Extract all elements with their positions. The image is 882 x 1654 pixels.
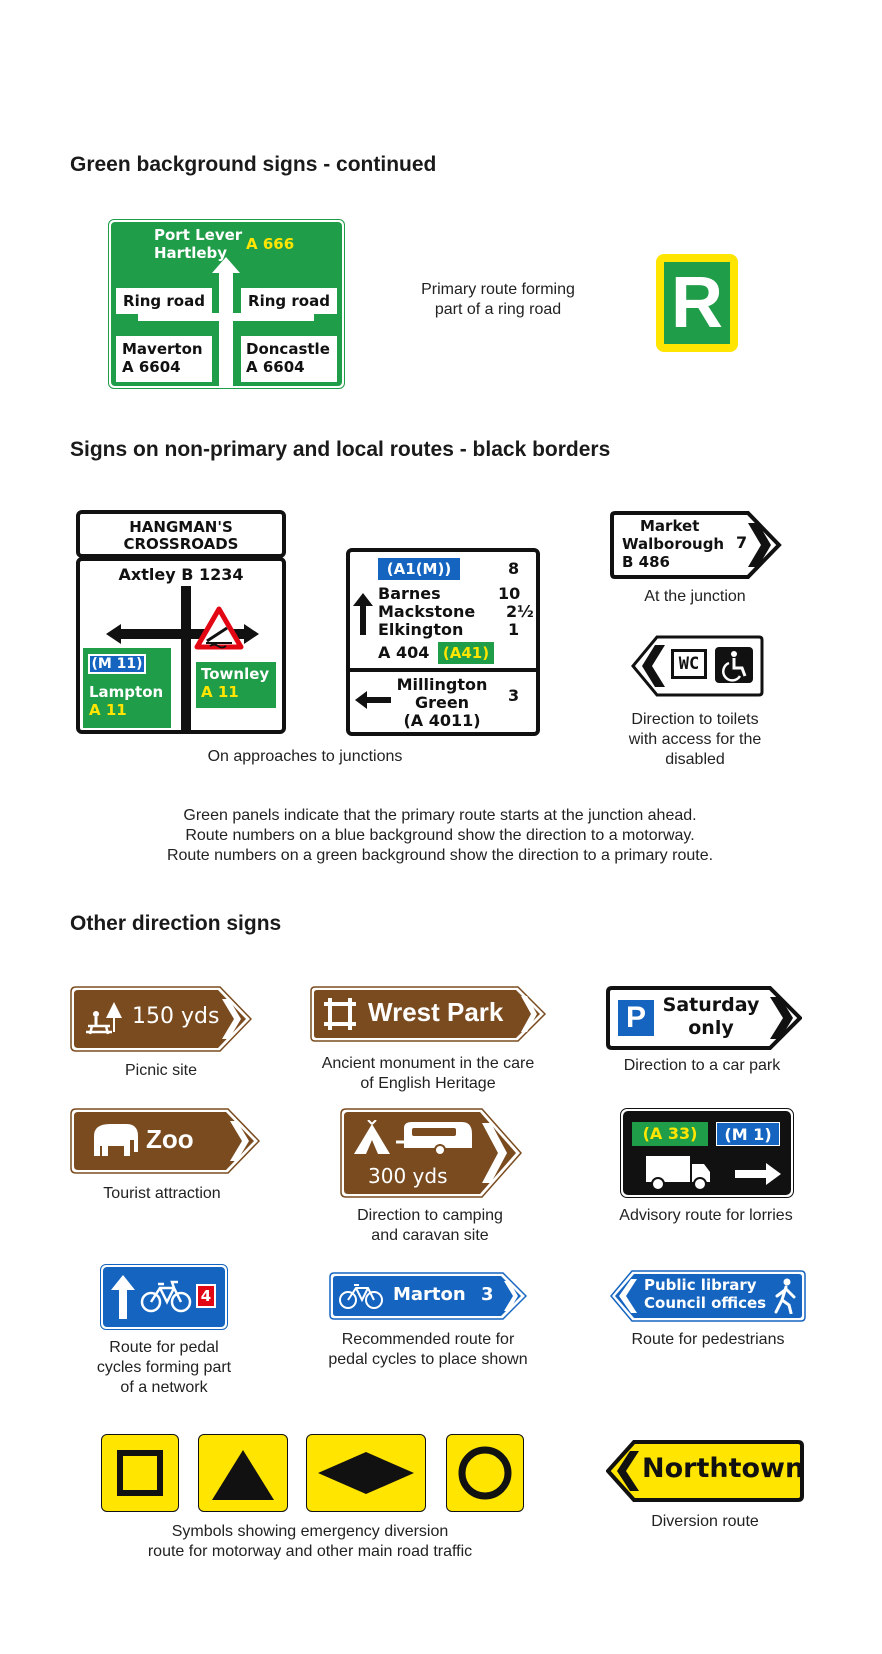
dest-walborough: Walborough bbox=[622, 535, 725, 553]
triangle-symbol-icon bbox=[210, 1448, 276, 1502]
picnic-icon bbox=[84, 1000, 124, 1036]
ring-road-r-sign bbox=[656, 254, 738, 352]
lorry-icon bbox=[644, 1154, 712, 1192]
caption-marton: Recommended route for pedal cycles to place shown bbox=[328, 1331, 528, 1368]
car-park-sign bbox=[606, 986, 802, 1050]
route-a4011: (A 4011) bbox=[403, 711, 481, 730]
toilets-sign bbox=[631, 635, 765, 697]
bicycle-icon bbox=[339, 1282, 383, 1310]
ring-road-left: Ring road bbox=[116, 288, 212, 314]
picnic-distance: 150 yds bbox=[132, 1004, 220, 1029]
dest-doncastle: Doncastle bbox=[246, 340, 330, 358]
pedestrian-icon bbox=[772, 1278, 798, 1314]
panel-lampton bbox=[83, 648, 171, 728]
motorway-a1m: (A1(M)) bbox=[378, 558, 460, 580]
diamond-symbol-icon bbox=[316, 1450, 416, 1496]
dist-barnes: 10 bbox=[498, 584, 521, 603]
northtown-diversion-sign bbox=[606, 1440, 804, 1502]
elephant-icon bbox=[90, 1122, 142, 1160]
dest-market: Market bbox=[640, 517, 700, 535]
ring-bar bbox=[138, 313, 314, 321]
route-a666: A 666 bbox=[246, 235, 295, 253]
caption-at-junction: At the junction bbox=[644, 588, 746, 605]
camping-distance: 300 yds bbox=[368, 1164, 448, 1188]
dest-green: Green bbox=[414, 693, 470, 712]
dest-millington: Millington bbox=[396, 675, 488, 694]
panel-townley bbox=[196, 662, 276, 708]
section-heading-other: Other direction signs bbox=[70, 912, 282, 935]
arrow-right-icon bbox=[734, 1162, 782, 1186]
hangmans-crossroads-sign bbox=[76, 510, 286, 734]
wrest-park-sign bbox=[310, 986, 546, 1042]
picnic-site-sign bbox=[70, 986, 252, 1052]
ring-road-sign bbox=[108, 219, 345, 389]
route-b486: B 486 bbox=[622, 553, 670, 571]
caption-lorry: Advisory route for lorries bbox=[619, 1207, 793, 1224]
caption-northtown: Diversion route bbox=[651, 1513, 759, 1530]
caption-zoo: Tourist attraction bbox=[103, 1185, 221, 1202]
caption-car-park: Direction to a car park bbox=[623, 1057, 781, 1074]
chevron-right-icon bbox=[220, 998, 242, 1040]
emergency-circle-sign bbox=[446, 1434, 524, 1512]
parking-saturday: Saturday bbox=[662, 994, 760, 1016]
marton-label: Marton bbox=[393, 1284, 466, 1305]
route-stem bbox=[219, 269, 233, 386]
ring-road-right: Ring road bbox=[241, 288, 337, 314]
cycle-network-number: 4 bbox=[196, 1284, 216, 1308]
square-symbol-icon bbox=[117, 1450, 163, 1496]
dist-market: 7 bbox=[736, 533, 748, 552]
lorry-route-a33: (A 33) bbox=[632, 1122, 708, 1146]
route-right-a6604: A 6604 bbox=[246, 358, 305, 376]
dest-maverton: Maverton bbox=[122, 340, 203, 358]
emergency-square-sign bbox=[101, 1434, 179, 1512]
stack-divider bbox=[346, 668, 540, 672]
pedestrian-library: Public library bbox=[644, 1276, 757, 1294]
pedestrian-text bbox=[644, 1276, 766, 1312]
route-townley-a11: A 11 bbox=[201, 683, 239, 701]
route-a404: A 404 bbox=[378, 643, 430, 662]
dest-port-lever: Port Lever bbox=[154, 226, 243, 244]
cycle-network-sign bbox=[100, 1264, 228, 1330]
emergency-diamond-sign bbox=[306, 1434, 426, 1512]
wheelchair-icon bbox=[715, 647, 753, 683]
dest-axtley: Axtley B 1234 bbox=[118, 565, 244, 584]
caption-emergency: Symbols showing emergency diversion route for motorway and other main road traffic bbox=[147, 1523, 473, 1560]
castle-icon bbox=[322, 996, 358, 1032]
camping-caravan-sign bbox=[340, 1108, 522, 1198]
arrow-up-icon bbox=[110, 1274, 136, 1320]
caption-approaches: On approaches to junctions bbox=[207, 748, 403, 765]
caption-wrest: Ancient monument in the care of English Heritage bbox=[321, 1055, 535, 1092]
chevron-right-icon bbox=[228, 1120, 250, 1162]
chevron-right-icon bbox=[746, 522, 772, 568]
pedestrian-council: Council offices bbox=[644, 1294, 767, 1312]
section-heading-green-continued: Green background signs - continued bbox=[70, 153, 437, 176]
dist-mackstone: 2½ bbox=[506, 602, 534, 621]
dest-elkington: Elkington bbox=[378, 620, 464, 639]
chevron-left-icon bbox=[616, 1450, 640, 1492]
parking-only: only bbox=[688, 1017, 734, 1039]
northtown-label: Northtown bbox=[642, 1453, 805, 1484]
wrest-park-label: Wrest Park bbox=[368, 997, 504, 1027]
marton-cycle-sign bbox=[329, 1272, 527, 1320]
parking-p-icon: P bbox=[618, 1000, 654, 1036]
market-walborough-sign bbox=[610, 511, 782, 579]
chevron-left-icon bbox=[618, 1278, 638, 1314]
caravan-icon bbox=[396, 1120, 474, 1156]
zoo-label: Zoo bbox=[146, 1124, 194, 1154]
lorry-route-sign bbox=[620, 1108, 794, 1198]
warning-triangle-icon bbox=[194, 606, 244, 650]
wc-label: WC bbox=[671, 649, 707, 679]
panel-doncastle bbox=[241, 336, 337, 382]
zoo-sign bbox=[70, 1108, 260, 1174]
note-green-panels: Green panels indicate that the primary route starts at the junction ahead. Route numbers on a blue background show the direction to a motorway. Route numbers on a green background show the direction to a primary route. bbox=[166, 807, 714, 864]
chevron-right-icon bbox=[480, 1122, 508, 1184]
dist-a1m: 8 bbox=[508, 559, 520, 578]
section-heading-non-primary: Signs on non-primary and local routes - black borders bbox=[70, 438, 611, 461]
dest-mackstone: Mackstone bbox=[378, 602, 476, 621]
caption-ring-road: Primary route forming part of a ring road bbox=[421, 281, 575, 318]
panel-maverton bbox=[116, 336, 212, 382]
pedestrian-route-sign bbox=[610, 1270, 806, 1322]
dest-hartleby: Hartleby bbox=[154, 244, 228, 262]
dest-barnes: Barnes bbox=[378, 584, 441, 603]
title-crossroads: CROSSROADS bbox=[123, 535, 239, 553]
lorry-route-m1: (M 1) bbox=[716, 1122, 780, 1146]
emergency-triangle-sign bbox=[198, 1434, 288, 1512]
dist-elkington: 1 bbox=[508, 620, 520, 639]
route-stem-vertical bbox=[181, 586, 191, 732]
market-lines bbox=[622, 517, 724, 571]
chevron-right-icon bbox=[520, 995, 538, 1033]
stack-direction-sign bbox=[346, 548, 540, 736]
motorway-m11: (M 11) bbox=[88, 654, 146, 674]
route-left-a6604: A 6604 bbox=[122, 358, 181, 376]
arrow-right-icon bbox=[244, 624, 259, 644]
title-hangmans: HANGMAN'S bbox=[129, 518, 233, 536]
circle-symbol-icon bbox=[456, 1444, 514, 1502]
parking-text bbox=[658, 994, 764, 1040]
caption-picnic: Picnic site bbox=[124, 1062, 198, 1079]
caption-cycle-network: Route for pedal cycles forming part of a network bbox=[96, 1339, 232, 1396]
arrow-left-icon bbox=[354, 690, 392, 710]
bicycle-icon bbox=[140, 1280, 192, 1314]
left-dest-block bbox=[388, 676, 496, 730]
caption-toilets: Direction to toilets with access for the disabled bbox=[628, 711, 762, 768]
caption-pedestrian: Route for pedestrians bbox=[631, 1331, 785, 1348]
marton-distance: 3 bbox=[481, 1284, 494, 1305]
arrow-left-icon bbox=[106, 624, 121, 644]
tent-icon bbox=[352, 1120, 392, 1156]
route-a41: (A41) bbox=[438, 642, 494, 664]
arrow-up-icon bbox=[352, 592, 374, 636]
dest-lampton: Lampton bbox=[89, 683, 164, 701]
chevron-left-icon bbox=[641, 644, 667, 688]
r-letter: R bbox=[664, 262, 730, 344]
route-lampton-a11: A 11 bbox=[89, 701, 127, 719]
chevron-right-icon bbox=[768, 996, 794, 1040]
dist-millington: 3 bbox=[508, 686, 520, 705]
dest-townley: Townley bbox=[201, 665, 270, 683]
chevron-right-icon bbox=[503, 1280, 519, 1312]
caption-camping: Direction to camping and caravan site bbox=[357, 1207, 503, 1244]
